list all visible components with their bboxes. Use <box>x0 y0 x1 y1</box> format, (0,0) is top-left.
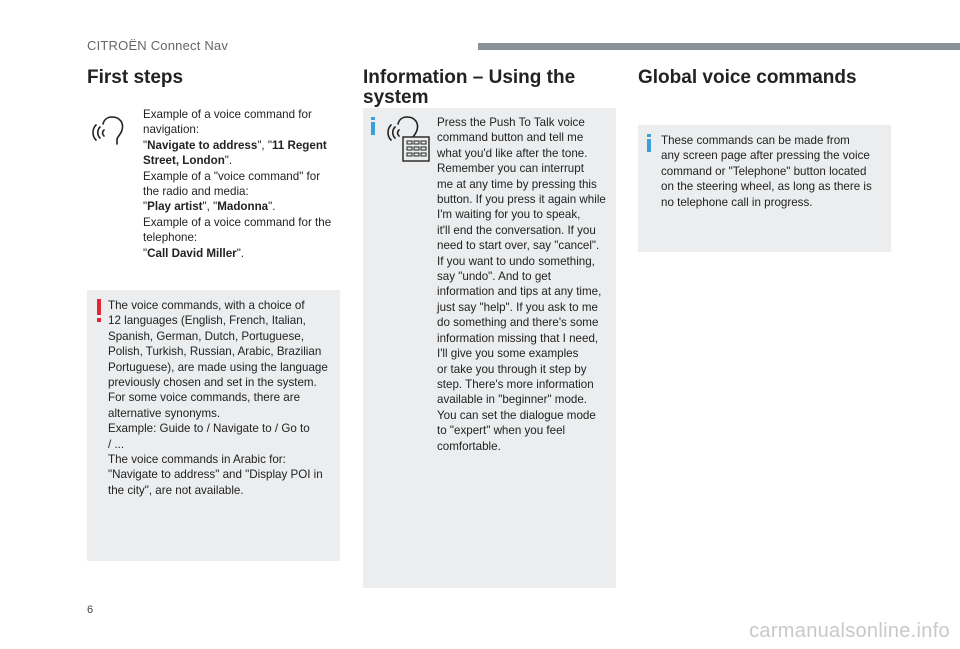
info-line: Remember you can interrupt <box>437 162 584 176</box>
intro-line: the radio and media: <box>143 185 249 199</box>
intro-nav-example: "Navigate to address", "11 Regent <box>143 138 327 152</box>
info-line: or take you through it step by <box>437 362 587 376</box>
intro-line: navigation: <box>143 123 200 137</box>
info-line: I'm waiting for you to speak, <box>437 208 581 222</box>
warning-icon <box>95 299 103 323</box>
intro-tel-example: "Call David Miller". <box>143 246 245 260</box>
info-line: comfortable. <box>437 439 501 453</box>
info-line: command button and tell me <box>437 131 584 145</box>
intro-line: Example of a voice command for <box>143 108 312 121</box>
warning-line: Polish, Turkish, Russian, Arabic, Brazilian <box>108 345 322 359</box>
first-steps-intro-text <box>143 107 339 261</box>
warning-line: previously chosen and set in the system. <box>108 376 317 390</box>
global-commands-text <box>661 133 889 210</box>
header-divider-bar <box>478 43 960 50</box>
global-line: These commands can be made from <box>661 134 850 147</box>
voice-command-icon <box>90 114 126 148</box>
warning-line: For some voice commands, there are <box>108 391 301 405</box>
info-line: need to start over, say "cancel". <box>437 239 600 253</box>
info-line: You can set the dialogue mode <box>437 408 596 422</box>
watermark-text: carmanualsonline.info <box>749 620 950 642</box>
info-line: me at any time by pressing this <box>437 177 597 191</box>
warning-line: 12 languages (English, French, Italian, <box>108 314 306 328</box>
global-line: no telephone call in progress. <box>661 195 813 209</box>
heading-first-steps: First steps <box>87 67 184 88</box>
intro-nav-example-cont: Street, London". <box>143 154 233 168</box>
global-line: any screen page after pressing the voice <box>661 149 870 163</box>
info-line: Press the Push To Talk voice <box>437 116 585 129</box>
warning-line: / ... <box>108 437 125 451</box>
intro-line: Example of a "voice command" for <box>143 169 321 183</box>
info-line: to "expert" when you feel <box>437 424 566 438</box>
warning-line: The voice commands in Arabic for: <box>108 453 286 467</box>
heading-global-voice-commands: Global voice commands <box>638 67 857 88</box>
intro-line: telephone: <box>143 231 198 245</box>
info-line: available in "beginner" mode. <box>437 393 588 407</box>
document-header-title: CITROËN Connect Nav <box>87 38 229 53</box>
heading-information-using-system: Information – Using the system <box>363 67 576 108</box>
info-line: If you want to undo something, <box>437 254 595 268</box>
global-line: command or "Telephone" button located <box>661 164 867 178</box>
keypad-icon <box>402 136 430 162</box>
page-number: 6 <box>87 604 94 616</box>
info-line: I'll give you some examples <box>437 347 579 361</box>
info-line: information and tips at any time, <box>437 285 602 299</box>
info-line: what you'd like after the tone. <box>437 146 588 160</box>
intro-line: Example of a voice command for the <box>143 215 332 229</box>
info-icon <box>645 134 653 152</box>
info-line: information missing that I need, <box>437 331 599 345</box>
warning-text <box>108 298 340 498</box>
warning-line: Example: Guide to / Navigate to / Go to <box>108 422 310 436</box>
warning-line: The voice commands, with a choice of <box>108 299 305 312</box>
information-text <box>437 115 615 454</box>
warning-line: Spanish, German, Dutch, Portuguese, <box>108 329 304 343</box>
info-line: button. If you press it again while <box>437 193 606 207</box>
info-icon <box>369 117 377 135</box>
info-line: step. There's more information <box>437 377 594 391</box>
info-line: it'll end the conversation. If you <box>437 223 596 237</box>
global-line: on the steering wheel, as long as there is <box>661 180 872 194</box>
info-line: do something and there's some <box>437 316 599 330</box>
warning-line: the city", are not available. <box>108 483 244 497</box>
intro-radio-example: "Play artist", "Madonna". <box>143 200 276 214</box>
warning-line: Portuguese), are made using the language <box>108 360 328 374</box>
warning-line: "Navigate to address" and "Display POI in <box>108 468 323 482</box>
info-line: just say "help". If you ask to me <box>437 300 598 314</box>
warning-line: alternative synonyms. <box>108 406 221 420</box>
info-line: say "undo". And to get <box>437 270 551 284</box>
